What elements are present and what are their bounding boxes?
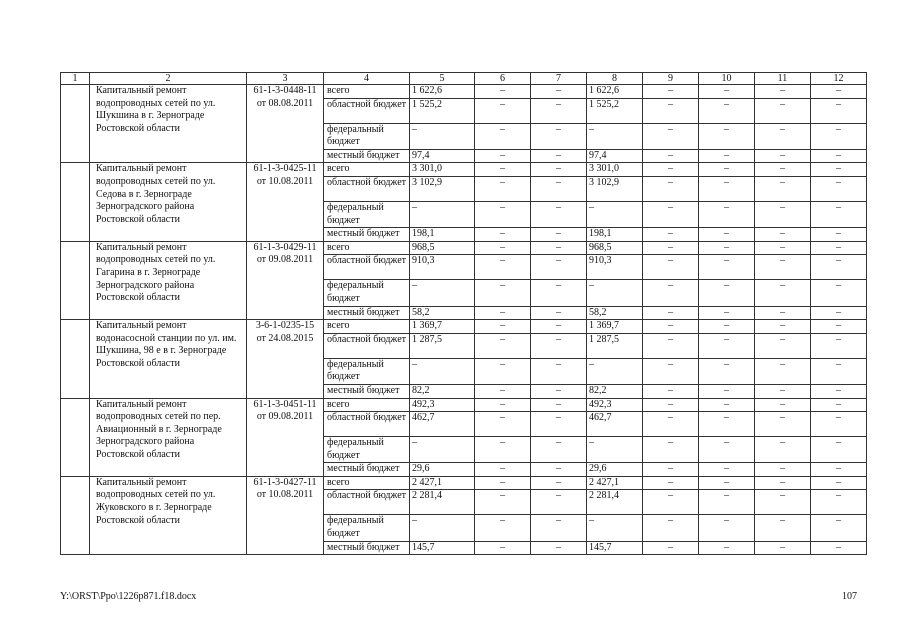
empty-value-col-7: –: [531, 333, 587, 358]
amount-col-5: 29,6: [410, 463, 475, 477]
expertise-date: от 10.08.2011: [256, 175, 314, 187]
empty-value-col-7: –: [531, 228, 587, 242]
empty-value-col-7: –: [531, 306, 587, 320]
amount-col-5: 462,7: [410, 412, 475, 437]
empty-value-col-7: –: [531, 280, 587, 306]
empty-value-col-6: –: [475, 412, 531, 437]
empty-value-col-6: –: [475, 358, 531, 384]
amount-col-5: –: [410, 437, 475, 463]
empty-value-col-11: –: [755, 163, 811, 177]
funding-source: всего: [324, 241, 410, 255]
empty-value-col-7: –: [531, 437, 587, 463]
empty-value-col-6: –: [475, 463, 531, 477]
funding-source: федеральный бюджет: [324, 358, 410, 384]
file-path: Y:\ORST\Ppo\1226p871.f18.docx: [60, 591, 197, 602]
empty-value-col-7: –: [531, 149, 587, 163]
empty-value-col-10: –: [699, 228, 755, 242]
amount-col-5: 2 427,1: [410, 476, 475, 490]
empty-value-col-12: –: [811, 476, 867, 490]
empty-value-col-7: –: [531, 176, 587, 201]
column-number-row: [61, 73, 867, 85]
expertise-date: от 09.08.2011: [256, 411, 314, 423]
empty-value-col-11: –: [755, 515, 811, 541]
amount-col-5: 1 287,5: [410, 333, 475, 358]
column-number-9: 9: [643, 73, 699, 85]
empty-value-col-7: –: [531, 412, 587, 437]
empty-value-col-6: –: [475, 228, 531, 242]
empty-value-col-12: –: [811, 149, 867, 163]
empty-value-col-10: –: [699, 176, 755, 201]
empty-value-col-12: –: [811, 98, 867, 123]
budget-row: [61, 320, 867, 334]
empty-value-col-6: –: [475, 333, 531, 358]
budget-row: [61, 241, 867, 255]
empty-value-col-12: –: [811, 398, 867, 412]
amount-col-5: 145,7: [410, 541, 475, 555]
amount-col-8: 3 102,9: [587, 176, 643, 201]
amount-col-8: 2 427,1: [587, 476, 643, 490]
expertise-date: от 09.08.2011: [256, 254, 314, 266]
empty-value-col-9: –: [643, 241, 699, 255]
empty-value-col-7: –: [531, 541, 587, 555]
funding-source: федеральный бюджет: [324, 201, 410, 227]
empty-value-col-12: –: [811, 384, 867, 398]
empty-value-col-12: –: [811, 541, 867, 555]
amount-col-8: 145,7: [587, 541, 643, 555]
empty-value-col-9: –: [643, 476, 699, 490]
empty-value-col-10: –: [699, 476, 755, 490]
funding-source: местный бюджет: [324, 384, 410, 398]
empty-value-col-6: –: [475, 320, 531, 334]
amount-col-8: –: [587, 123, 643, 149]
expertise-date: от 10.08.2011: [256, 489, 314, 501]
empty-value-col-11: –: [755, 306, 811, 320]
empty-value-col-7: –: [531, 98, 587, 123]
empty-value-col-12: –: [811, 358, 867, 384]
empty-value-col-9: –: [643, 490, 699, 515]
empty-value-col-10: –: [699, 85, 755, 99]
empty-value-col-7: –: [531, 123, 587, 149]
budget-row: [61, 476, 867, 490]
expertise-date: от 24.08.2015: [256, 332, 314, 344]
empty-value-col-12: –: [811, 255, 867, 280]
amount-col-5: 1 525,2: [410, 98, 475, 123]
expertise-ref: [247, 241, 324, 319]
empty-value-col-11: –: [755, 149, 811, 163]
amount-col-5: 97,4: [410, 149, 475, 163]
amount-col-8: 462,7: [587, 412, 643, 437]
amount-col-5: 58,2: [410, 306, 475, 320]
budget-table: [60, 72, 867, 555]
empty-value-col-6: –: [475, 98, 531, 123]
empty-value-col-7: –: [531, 241, 587, 255]
empty-value-col-6: –: [475, 384, 531, 398]
empty-value-col-11: –: [755, 358, 811, 384]
row-number-cell: [61, 163, 90, 241]
empty-value-col-10: –: [699, 255, 755, 280]
empty-value-col-10: –: [699, 333, 755, 358]
funding-source: областной бюджет: [324, 333, 410, 358]
amount-col-8: 2 281,4: [587, 490, 643, 515]
empty-value-col-10: –: [699, 541, 755, 555]
column-number-12: 12: [811, 73, 867, 85]
empty-value-col-9: –: [643, 123, 699, 149]
empty-value-col-9: –: [643, 306, 699, 320]
empty-value-col-6: –: [475, 123, 531, 149]
amount-col-8: 968,5: [587, 241, 643, 255]
empty-value-col-12: –: [811, 280, 867, 306]
empty-value-col-9: –: [643, 98, 699, 123]
funding-source: областной бюджет: [324, 255, 410, 280]
row-number-cell: [61, 320, 90, 398]
amount-col-5: 3 301,0: [410, 163, 475, 177]
expertise-date: от 08.08.2011: [256, 97, 314, 109]
empty-value-col-12: –: [811, 85, 867, 99]
expertise-ref: [247, 398, 324, 476]
empty-value-col-9: –: [643, 515, 699, 541]
empty-value-col-11: –: [755, 201, 811, 227]
empty-value-col-9: –: [643, 358, 699, 384]
empty-value-col-10: –: [699, 149, 755, 163]
funding-source: федеральный бюджет: [324, 515, 410, 541]
column-number-3: 3: [247, 73, 324, 85]
table-body: [61, 73, 867, 555]
empty-value-col-11: –: [755, 320, 811, 334]
funding-source: всего: [324, 85, 410, 99]
empty-value-col-10: –: [699, 398, 755, 412]
empty-value-col-11: –: [755, 384, 811, 398]
empty-value-col-7: –: [531, 476, 587, 490]
object-name: Капитальный ремонт водопроводных сетей по ул. Седова в г. Зернограде Зерноградского района Ростовской области: [90, 163, 247, 241]
amount-col-8: –: [587, 515, 643, 541]
empty-value-col-10: –: [699, 490, 755, 515]
empty-value-col-6: –: [475, 163, 531, 177]
funding-source: областной бюджет: [324, 176, 410, 201]
empty-value-col-10: –: [699, 163, 755, 177]
funding-source: федеральный бюджет: [324, 123, 410, 149]
empty-value-col-10: –: [699, 412, 755, 437]
expertise-code: 61-1-3-0429-11: [253, 241, 317, 253]
empty-value-col-6: –: [475, 490, 531, 515]
empty-value-col-12: –: [811, 201, 867, 227]
empty-value-col-11: –: [755, 176, 811, 201]
funding-source: областной бюджет: [324, 98, 410, 123]
page-number: 107: [842, 591, 857, 602]
empty-value-col-12: –: [811, 333, 867, 358]
empty-value-col-11: –: [755, 490, 811, 515]
amount-col-5: 492,3: [410, 398, 475, 412]
empty-value-col-9: –: [643, 201, 699, 227]
empty-value-col-6: –: [475, 176, 531, 201]
amount-col-5: 910,3: [410, 255, 475, 280]
column-number-4: 4: [324, 73, 410, 85]
budget-row: [61, 85, 867, 99]
funding-source: всего: [324, 476, 410, 490]
amount-col-8: 1 622,6: [587, 85, 643, 99]
empty-value-col-6: –: [475, 255, 531, 280]
funding-source: областной бюджет: [324, 490, 410, 515]
expertise-code: 61-1-3-0451-11: [253, 398, 317, 410]
object-name: Капитальный ремонт водонасосной станции по ул. им. Шукшина, 98 е в г. Зернограде Ростовской области: [90, 320, 247, 398]
funding-source: областной бюджет: [324, 412, 410, 437]
empty-value-col-9: –: [643, 255, 699, 280]
empty-value-col-11: –: [755, 398, 811, 412]
column-number-6: 6: [475, 73, 531, 85]
empty-value-col-6: –: [475, 437, 531, 463]
empty-value-col-11: –: [755, 241, 811, 255]
empty-value-col-10: –: [699, 280, 755, 306]
expertise-ref: [247, 476, 324, 554]
expertise-code: 61-1-3-0448-11: [253, 85, 317, 96]
amount-col-8: 58,2: [587, 306, 643, 320]
funding-source: всего: [324, 320, 410, 334]
empty-value-col-9: –: [643, 228, 699, 242]
empty-value-col-7: –: [531, 320, 587, 334]
empty-value-col-7: –: [531, 201, 587, 227]
amount-col-8: –: [587, 437, 643, 463]
empty-value-col-12: –: [811, 123, 867, 149]
empty-value-col-7: –: [531, 384, 587, 398]
empty-value-col-6: –: [475, 515, 531, 541]
amount-col-8: 3 301,0: [587, 163, 643, 177]
object-name: Капитальный ремонт водопроводных сетей по ул. Шукшина в г. Зернограде Ростовской области: [90, 85, 247, 163]
empty-value-col-6: –: [475, 541, 531, 555]
empty-value-col-9: –: [643, 437, 699, 463]
row-number-cell: [61, 241, 90, 319]
empty-value-col-10: –: [699, 515, 755, 541]
empty-value-col-7: –: [531, 255, 587, 280]
amount-col-8: 492,3: [587, 398, 643, 412]
empty-value-col-7: –: [531, 163, 587, 177]
empty-value-col-9: –: [643, 463, 699, 477]
funding-source: местный бюджет: [324, 306, 410, 320]
expertise-code: 3-6-1-0235-15: [255, 320, 315, 332]
empty-value-col-10: –: [699, 98, 755, 123]
empty-value-col-12: –: [811, 320, 867, 334]
empty-value-col-9: –: [643, 384, 699, 398]
empty-value-col-9: –: [643, 149, 699, 163]
empty-value-col-9: –: [643, 320, 699, 334]
empty-value-col-12: –: [811, 515, 867, 541]
amount-col-8: 82,2: [587, 384, 643, 398]
column-number-10: 10: [699, 73, 755, 85]
object-name: Капитальный ремонт водопроводных сетей по пер. Авиационный в г. Зернограде Зерноградского района Ростовской области: [90, 398, 247, 476]
funding-source: местный бюджет: [324, 228, 410, 242]
row-number-cell: [61, 85, 90, 163]
empty-value-col-12: –: [811, 490, 867, 515]
object-name: Капитальный ремонт водопроводных сетей по ул. Гагарина в г. Зернограде Зерноградского района Ростовской области: [90, 241, 247, 319]
column-number-11: 11: [755, 73, 811, 85]
expertise-code: 61-1-3-0427-11: [253, 476, 317, 488]
empty-value-col-6: –: [475, 306, 531, 320]
empty-value-col-12: –: [811, 241, 867, 255]
column-number-2: 2: [90, 73, 247, 85]
empty-value-col-12: –: [811, 463, 867, 477]
column-number-5: 5: [410, 73, 475, 85]
funding-source: местный бюджет: [324, 149, 410, 163]
empty-value-col-9: –: [643, 412, 699, 437]
empty-value-col-11: –: [755, 98, 811, 123]
amount-col-5: 2 281,4: [410, 490, 475, 515]
amount-col-8: 1 525,2: [587, 98, 643, 123]
empty-value-col-6: –: [475, 398, 531, 412]
empty-value-col-12: –: [811, 412, 867, 437]
empty-value-col-9: –: [643, 541, 699, 555]
empty-value-col-6: –: [475, 476, 531, 490]
empty-value-col-6: –: [475, 241, 531, 255]
amount-col-8: 29,6: [587, 463, 643, 477]
empty-value-col-11: –: [755, 437, 811, 463]
amount-col-5: –: [410, 201, 475, 227]
empty-value-col-12: –: [811, 228, 867, 242]
amount-col-5: –: [410, 280, 475, 306]
amount-col-8: 97,4: [587, 149, 643, 163]
funding-source: всего: [324, 163, 410, 177]
expertise-code: 61-1-3-0425-11: [253, 163, 317, 175]
expertise-ref: [247, 85, 324, 163]
expertise-ref: [247, 163, 324, 241]
amount-col-8: –: [587, 201, 643, 227]
amount-col-8: 1 287,5: [587, 333, 643, 358]
empty-value-col-11: –: [755, 463, 811, 477]
funding-source: федеральный бюджет: [324, 437, 410, 463]
amount-col-8: –: [587, 280, 643, 306]
empty-value-col-10: –: [699, 201, 755, 227]
empty-value-col-11: –: [755, 412, 811, 437]
empty-value-col-10: –: [699, 463, 755, 477]
amount-col-5: –: [410, 515, 475, 541]
empty-value-col-11: –: [755, 476, 811, 490]
row-number-cell: [61, 398, 90, 476]
empty-value-col-9: –: [643, 176, 699, 201]
empty-value-col-7: –: [531, 463, 587, 477]
expertise-ref: [247, 320, 324, 398]
empty-value-col-10: –: [699, 358, 755, 384]
amount-col-5: –: [410, 123, 475, 149]
empty-value-col-6: –: [475, 85, 531, 99]
empty-value-col-10: –: [699, 437, 755, 463]
amount-col-5: –: [410, 358, 475, 384]
empty-value-col-6: –: [475, 149, 531, 163]
empty-value-col-10: –: [699, 306, 755, 320]
amount-col-5: 198,1: [410, 228, 475, 242]
funding-source: федеральный бюджет: [324, 280, 410, 306]
column-number-8: 8: [587, 73, 643, 85]
amount-col-5: 3 102,9: [410, 176, 475, 201]
empty-value-col-12: –: [811, 176, 867, 201]
empty-value-col-7: –: [531, 85, 587, 99]
empty-value-col-7: –: [531, 398, 587, 412]
row-number-cell: [61, 476, 90, 554]
amount-col-8: 910,3: [587, 255, 643, 280]
empty-value-col-11: –: [755, 228, 811, 242]
empty-value-col-11: –: [755, 123, 811, 149]
empty-value-col-11: –: [755, 280, 811, 306]
empty-value-col-9: –: [643, 280, 699, 306]
empty-value-col-11: –: [755, 541, 811, 555]
empty-value-col-7: –: [531, 358, 587, 384]
amount-col-8: –: [587, 358, 643, 384]
empty-value-col-9: –: [643, 398, 699, 412]
empty-value-col-9: –: [643, 333, 699, 358]
column-number-7: 7: [531, 73, 587, 85]
empty-value-col-10: –: [699, 123, 755, 149]
amount-col-5: 968,5: [410, 241, 475, 255]
empty-value-col-11: –: [755, 333, 811, 358]
empty-value-col-7: –: [531, 515, 587, 541]
empty-value-col-11: –: [755, 255, 811, 280]
empty-value-col-10: –: [699, 384, 755, 398]
empty-value-col-6: –: [475, 201, 531, 227]
empty-value-col-9: –: [643, 85, 699, 99]
empty-value-col-12: –: [811, 163, 867, 177]
amount-col-5: 1 369,7: [410, 320, 475, 334]
empty-value-col-10: –: [699, 241, 755, 255]
empty-value-col-11: –: [755, 85, 811, 99]
funding-source: местный бюджет: [324, 463, 410, 477]
empty-value-col-12: –: [811, 437, 867, 463]
empty-value-col-9: –: [643, 163, 699, 177]
empty-value-col-6: –: [475, 280, 531, 306]
object-name: Капитальный ремонт водопроводных сетей по ул. Жуковского в г. Зернограде Ростовской области: [90, 476, 247, 554]
funding-source: всего: [324, 398, 410, 412]
budget-row: [61, 398, 867, 412]
funding-source: местный бюджет: [324, 541, 410, 555]
amount-col-8: 1 369,7: [587, 320, 643, 334]
column-number-1: 1: [61, 73, 90, 85]
empty-value-col-12: –: [811, 306, 867, 320]
amount-col-8: 198,1: [587, 228, 643, 242]
budget-row: [61, 163, 867, 177]
empty-value-col-7: –: [531, 490, 587, 515]
empty-value-col-10: –: [699, 320, 755, 334]
amount-col-5: 1 622,6: [410, 85, 475, 99]
amount-col-5: 82,2: [410, 384, 475, 398]
